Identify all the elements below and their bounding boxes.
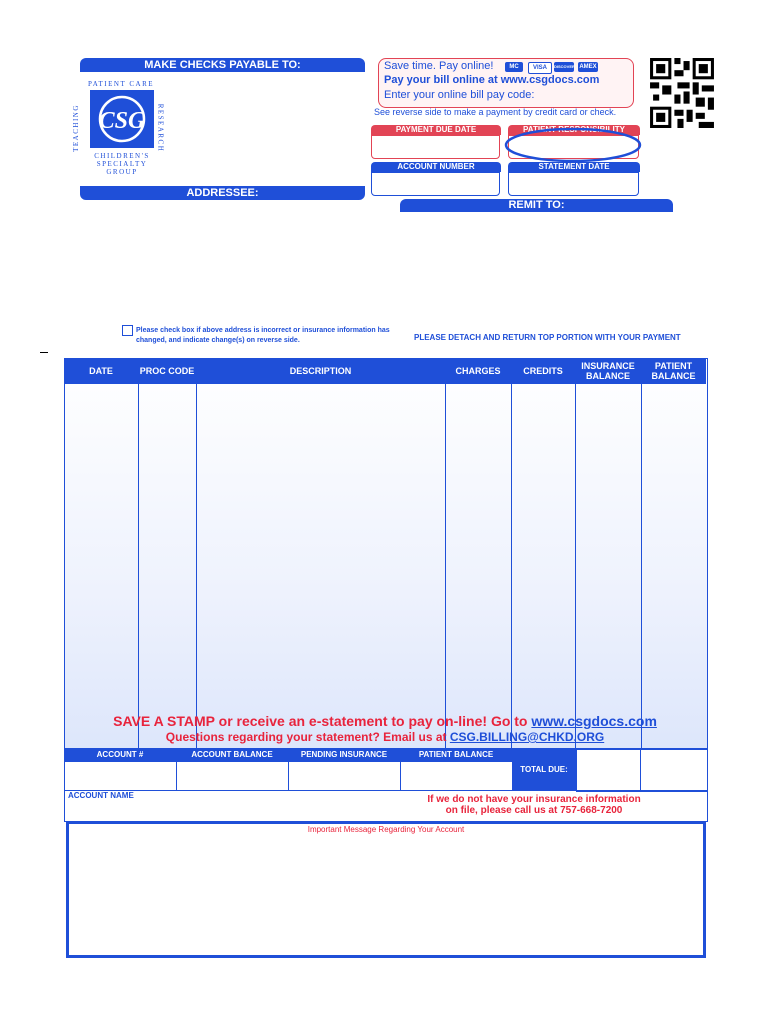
pay-online-headline: Save time. Pay online! xyxy=(384,60,494,72)
visa-icon: VISA xyxy=(528,62,552,74)
addressee-header: ADDRESSEE: xyxy=(80,186,365,200)
column-divider xyxy=(575,358,576,748)
amex-icon: AMEX xyxy=(579,64,597,70)
pending-insurance-label: PENDING INSURANCE xyxy=(300,750,388,759)
column-divider xyxy=(511,358,512,748)
remit-to-header: REMIT TO: xyxy=(400,199,673,212)
insurance-note-line2: on file, please call us at 757-668-7200 xyxy=(445,805,623,816)
column-header-charges: CHARGES xyxy=(455,366,501,376)
payment-due-date-label: PAYMENT DUE DATE xyxy=(371,125,501,135)
summary-divider xyxy=(400,762,401,790)
billing-email-link[interactable]: CSG.BILLING@CHKD.ORG xyxy=(449,730,605,744)
patient-balance-label: PATIENT BALANCE xyxy=(418,750,494,759)
column-header-patient-balance: PATIENT BALANCE xyxy=(651,361,696,381)
payment-due-date-field[interactable] xyxy=(371,135,500,159)
logo-bottom-line1: CHILDREN'S xyxy=(94,152,150,160)
summary-divider xyxy=(288,762,289,790)
total-due-label: TOTAL DUE: xyxy=(512,748,576,790)
csgdocs-link[interactable]: www.csgdocs.com xyxy=(531,713,657,729)
column-header-proc-code: PROC CODE xyxy=(139,366,195,376)
csg-logo xyxy=(71,80,165,178)
important-message-box xyxy=(66,821,706,958)
mastercard-icon: MC xyxy=(505,62,523,72)
insurance-note-line1: If we do not have your insurance information xyxy=(427,794,641,805)
pay-online-url[interactable]: Pay your bill online at www.csgdocs.com xyxy=(384,74,600,86)
summary-divider xyxy=(640,748,641,790)
fold-mark xyxy=(40,352,48,353)
address-change-checkbox[interactable] xyxy=(122,325,133,336)
column-header-description: DESCRIPTION xyxy=(289,366,352,376)
summary-values-row xyxy=(64,762,514,791)
logo-bottom-line2: SPECIALTY xyxy=(96,160,148,168)
stamp-text: SAVE A STAMP or receive an e-statement to pay on-line! Go to xyxy=(113,713,532,729)
total-due-field xyxy=(576,748,708,792)
questions-text: Questions regarding your statement? Email us at xyxy=(165,730,450,744)
summary-divider xyxy=(176,762,177,790)
bill-pay-code-label: Enter your online bill pay code: xyxy=(384,89,535,101)
column-header-credits: CREDITS xyxy=(523,366,563,376)
detach-instructions: PLEASE DETACH AND RETURN TOP PORTION WITH YOUR PAYMENT xyxy=(414,333,681,342)
logo-left-text: TEACHING xyxy=(71,104,80,152)
statement-date-label: STATEMENT DATE xyxy=(508,162,640,172)
insurance-info-note xyxy=(384,794,684,816)
column-header-date: DATE xyxy=(89,366,113,376)
column-header-insurance-balance: INSURANCE BALANCE xyxy=(581,361,635,381)
reverse-side-note: See reverse side to make a payment by credit card or check. xyxy=(374,107,617,117)
make-checks-payable-header: MAKE CHECKS PAYABLE TO: xyxy=(80,58,365,72)
statement-date-field[interactable] xyxy=(508,172,639,196)
logo-monogram-icon xyxy=(90,90,154,148)
logo-top-text: PATIENT CARE xyxy=(88,80,155,88)
statement-table xyxy=(64,358,708,750)
account-number-label: ACCOUNT NUMBER xyxy=(371,162,501,172)
discover-icon: DISCOVER xyxy=(554,62,574,72)
column-divider xyxy=(445,358,446,748)
patient-responsibility-label: PATIENT RESPONSIBILITY xyxy=(508,125,640,135)
column-divider xyxy=(641,358,642,748)
account-number-field[interactable] xyxy=(371,172,500,196)
logo-bottom-line3: GROUP xyxy=(106,168,138,176)
account-balance-label: ACCOUNT BALANCE xyxy=(191,750,273,759)
logo-right-text: RESEARCH xyxy=(156,103,165,153)
questions-banner xyxy=(64,730,706,744)
account-name-label: ACCOUNT NAME xyxy=(68,791,134,800)
logo-square xyxy=(90,90,154,148)
highlight-ellipse-icon xyxy=(502,122,644,164)
column-divider xyxy=(138,358,139,748)
svg-text:CSG: CSG xyxy=(98,108,146,134)
account-num-label: ACCOUNT # xyxy=(96,750,144,759)
address-change-text: Please check box if above address is incorrect or insurance information has changed, and indicate change(s) on reverse side. xyxy=(136,327,390,344)
column-divider xyxy=(196,358,197,748)
qr-code-icon xyxy=(650,58,714,128)
important-message-title: Important Message Regarding Your Account xyxy=(307,825,465,834)
save-a-stamp-banner xyxy=(64,713,706,729)
